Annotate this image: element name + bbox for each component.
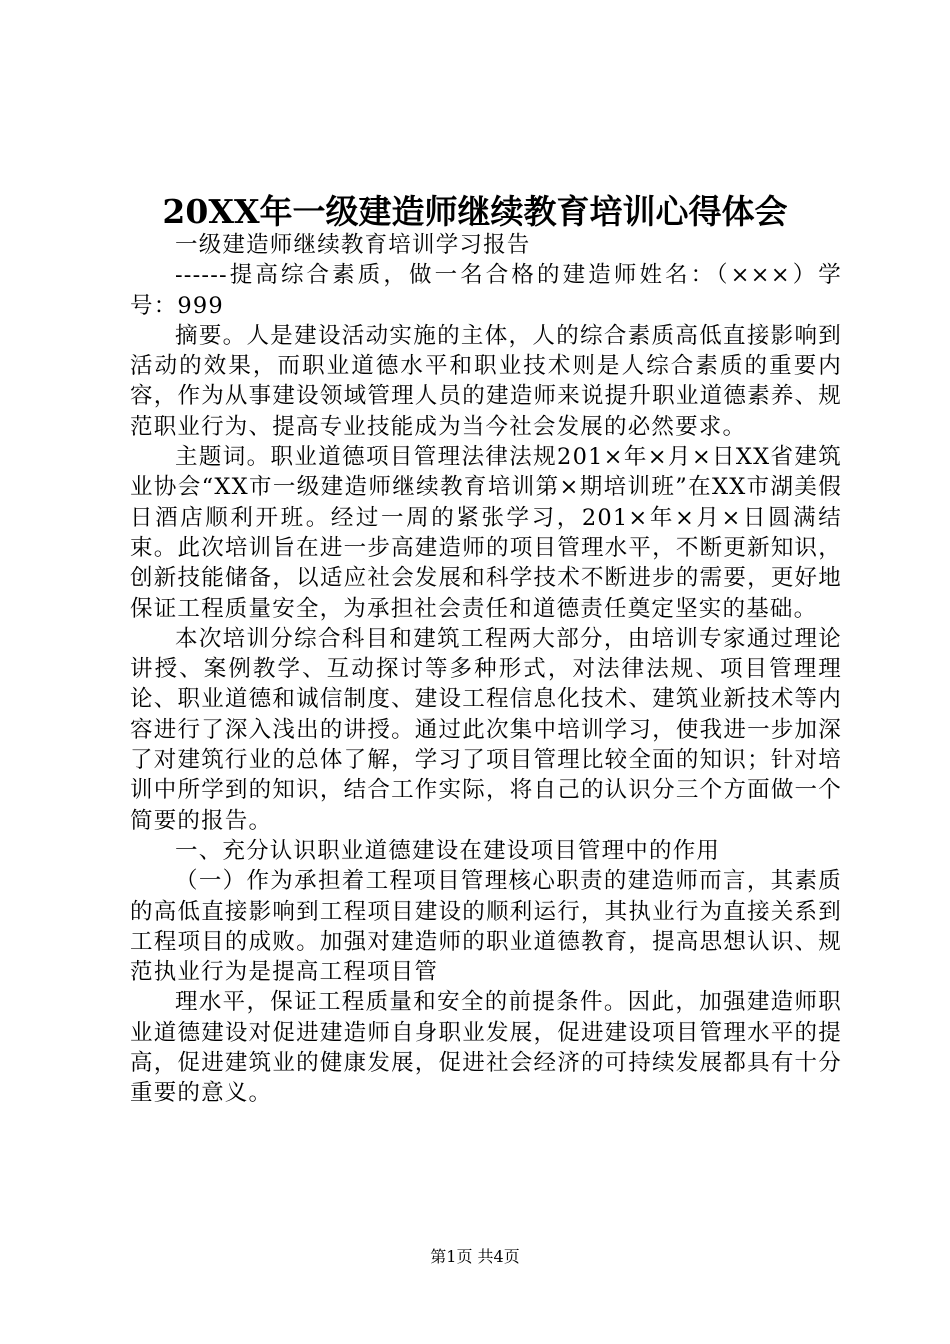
subheading-paragraph: ------提高综合素质，做一名合格的建造师姓名：（×××）学号：999 [130,262,842,319]
training-overview-paragraph: 本次培训分综合科目和建筑工程两大部分，由培训专家通过理论讲授、案例教学、互动探讨等多种形式，对法律法规、项目管理理论、职业道德和诚信制度、建设工程信息化技术、建筑业新技术等内容进行了深入浅出的讲授。通过此次集中培训学习，使我进一步加深了对建筑行业的总体了解，学习了项目管理比较全面的知识；针对培训中所学到的知识，结合工作实际，将自己的认识分三个方面做一个简要的报告。 [130,625,842,834]
abstract-paragraph: 摘要。人是建设活动实施的主体，人的综合素质高低直接影响到活动的效果，而职业道德水平和职业技术则是人综合素质的重要内容，作为从事建设领域管理人员的建造师来说提升职业道德素养、规范职业行为、提高专业技能成为当今社会发展的必然要求。 [130,322,842,440]
document-body [130,230,842,1109]
document-title: 20XX年一级建造师继续教育培训心得体会 [162,192,788,231]
body-paragraph: 理水平，保证工程质量和安全的前提条件。因此，加强建造师职业道德建设对促进建造师自身职业发展，促进建设项目管理水平的提高，促进建筑业的健康发展，促进社会经济的可持续发展都具有十分重要的意义。 [130,989,842,1107]
page-number: 第1页 共4页 [430,1247,520,1266]
section-heading: 一、充分认识职业道德建设在建设项目管理中的作用 [175,837,721,864]
keywords-paragraph: 主题词。职业道德项目管理法律法规201×年×月×日XX省建筑业协会“XX市一级建造师继续教育培训第×期培训班”在XX市湖美假日酒店顺利开班。经过一周的紧张学习，201×年×月×日圆满结束。此次培训旨在进一步高建造师的项目管理水平，不断更新知识，创新技能储备，以适应社会发展和科学技术不断进步的需要，更好地保证工程质量安全，为承担社会责任和道德责任奠定坚实的基础。 [130,444,842,622]
subtitle-paragraph: 一级建造师继续教育培训学习报告 [175,232,531,258]
body-paragraph: （一）作为承担着工程项目管理核心职责的建造师而言，其素质的高低直接影响到工程项目建设的顺利运行，其执业行为直接关系到工程项目的成败。加强对建造师的职业道德教育，提高思想认识、规范执业行为是提高工程项目管 [130,868,842,986]
